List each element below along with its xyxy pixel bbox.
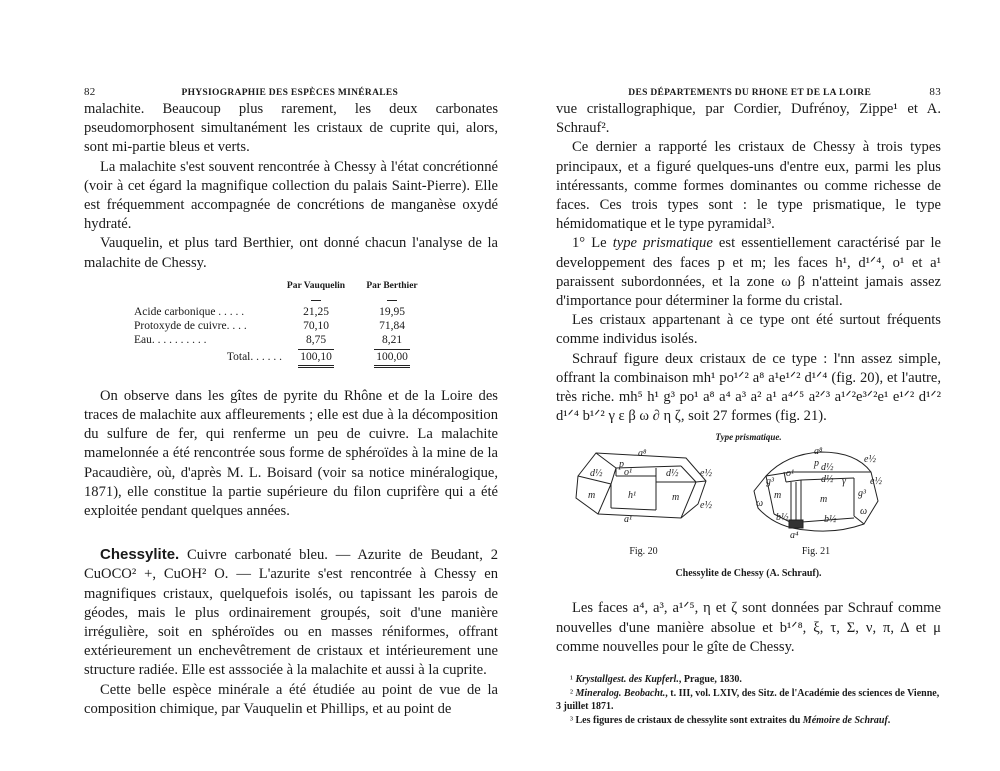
crystal-drawing-fig21 xyxy=(746,446,886,546)
table-row xyxy=(134,319,426,333)
table-row xyxy=(134,333,426,347)
footnotes xyxy=(556,673,941,727)
figure-caption: Fig. 20 xyxy=(629,546,658,558)
face-label: d½ xyxy=(590,468,603,480)
figure-20 xyxy=(566,446,721,557)
dash-rule xyxy=(311,300,321,301)
figure-caption: Fig. 21 xyxy=(801,546,831,558)
column-header: Par Berthier xyxy=(366,280,418,291)
face-label: e½ xyxy=(700,500,712,512)
figure-plate xyxy=(556,446,941,566)
entry-term: Chessylite. xyxy=(100,546,180,564)
paragraph: Les faces a⁴, a³, a¹ᐟ⁵, η et ζ sont données par Schrauf comme nouvelles d'une manière absolue et b¹ᐟ⁸, ξ, τ, Σ, ν, π, Δ et μ comme nouvelles pour le gîte de Chessy. xyxy=(556,600,941,655)
running-head-title: PHYSIOGRAPHIE DES ESPÈCES MINÉRALES xyxy=(181,88,399,98)
left-page xyxy=(84,86,498,719)
footnote: ² Mineralog. Beobacht., t. III, vol. LXIV, des Sitz. de l'Académie des sciences de Vienne, 3 juillet 1871. xyxy=(556,687,940,713)
paragraph: Schrauf figure deux cristaux de ce type : l'nn assez simple, offrant la combinaison mh¹ po¹ᐟ² a⁸ a¹e¹ᐟ² d¹ᐟ⁴ (fig. 20), et l'autre, très riche. mh⁵ h¹ g³ po¹ a⁸ a⁴ a³ a² a¹ a⁴ᐟ⁵ a²ᐟ³ a¹ᐟ²e³ᐟ²e¹ e¹ᐟ² d¹ᐟ² d¹ᐟ⁴ b¹ᐟ² γ ε β ω ∂ η ζ, soit 27 formes (fig. 21). xyxy=(556,350,941,425)
total-value: 100,00 xyxy=(374,349,410,368)
face-label: a⁴ xyxy=(790,530,799,542)
cell-value: 19,95 xyxy=(379,305,405,318)
paragraph: malachite. Beaucoup plus rarement, les deux carbonates pseudomorphosent simultanément les cristaux de cuprite qui, alors, sont mi-partie bleus et verts. xyxy=(84,101,498,156)
face-label: o¹ xyxy=(624,467,632,479)
face-label: d½ xyxy=(821,462,834,474)
face-label: d½ xyxy=(666,468,679,480)
face-label: b½ xyxy=(824,514,837,526)
total-value: 100,10 xyxy=(298,349,334,368)
face-label: m xyxy=(672,492,680,504)
face-label: g³ xyxy=(766,476,774,488)
table-total-row xyxy=(134,347,426,367)
page-number: 83 xyxy=(929,86,941,98)
cell-value: 21,25 xyxy=(303,305,329,318)
running-head-title: DES DÉPARTEMENTS DU RHONE ET DE LA LOIRE xyxy=(628,88,872,98)
paragraph: Les cristaux appartenant à ce type ont été surtout fréquents comme individus isolés. xyxy=(556,312,941,348)
face-label: o¹ xyxy=(786,468,794,480)
plate-caption: Chessylite de Chessy (A. Schrauf). xyxy=(675,568,822,580)
entry-text: Cuivre carbonaté bleu. — Azurite de Beudant, 2 CuOCO² +, CuOH² O. — L'azurite s'est rencontrée à Chessy en magnifiques cristaux, quelquefois isolés, ou tapissant les parois de géodes, mais le plus ordinairement groupés, soit d'une manière irrégulière, soit en sphéroïdes ou en masses réniformes, offrant extérieurement un enchevêtrement de cristaux et intérieurement une structure radiée. Elle est asssociée à la malachite et aussi à la cuprite. xyxy=(84,547,498,679)
column-header: Par Vauquelin xyxy=(286,280,346,291)
analysis-table xyxy=(134,281,498,367)
footnote: ³ Les figures de cristaux de chessylite sont extraites du Mémoire de Schrauf. xyxy=(570,714,891,726)
row-label: Total. . . . . . xyxy=(226,350,282,363)
face-label: e½ xyxy=(700,468,712,480)
face-label: g³ xyxy=(858,488,866,500)
face-label: m xyxy=(588,490,596,502)
right-running-head xyxy=(556,86,941,100)
face-label: e½ xyxy=(870,476,882,488)
face-label: a⁸ xyxy=(814,446,823,458)
face-label: d½ xyxy=(821,474,834,486)
paragraph xyxy=(556,234,941,311)
paragraph: On observe dans les gîtes de pyrite du Rhône et de la Loire des traces de malachite aux affleurements ; elle est due à la décomposition du sulfure de fer, qui renferme un peu de cuivre. La malachite mamelonnée a été rencontrée sous forme de sphéroïdes à la mine de la Pacaudière, où, d'après M. L. Boisard (voir sa notice minéralogique, 1871), elle constitue la partie supérieure du filon cuprifère qui a été exploitée pendant quelques années. xyxy=(84,387,498,520)
paragraph: Ce dernier a rapporté les cristaux de Chessy à trois types principaux, et a figuré quelques-uns d'entre eux, parmi les plus intéressants, comme formes dominantes ou comme richesse de faces. Ces trois types sont : le type prismatique, le type hémidomatique et le type pyramidal³. xyxy=(556,139,941,233)
left-running-head xyxy=(84,86,498,100)
face-label: m xyxy=(774,490,782,502)
face-label: p xyxy=(814,458,819,470)
figure-21 xyxy=(746,446,886,557)
row-label: Acide carbonique . . . . . xyxy=(134,305,245,318)
row-label: Eau. . . . . . . . . . xyxy=(134,333,207,346)
face-label: a¹ xyxy=(624,514,632,526)
chessylite-paragraph xyxy=(84,545,498,680)
face-label: e½ xyxy=(864,454,876,466)
face-label: p xyxy=(619,459,624,471)
paragraph: La malachite s'est souvent rencontrée à Chessy à l'état concrétionné (voir à cet égard la magnifique collection du palais Saint-Pierre). Elle est fréquemment accompagnée de concrétions de manganèse oxydé hydraté. xyxy=(84,158,498,233)
crystal-drawing-fig20 xyxy=(566,446,721,546)
face-label: m xyxy=(820,494,828,506)
footnote: ¹ Krystallgest. des Kupferl., Prague, 1830. xyxy=(570,674,742,686)
face-label: ω xyxy=(860,506,868,518)
text-span: est essentiellement caractérisé par le developpement des faces p et m; les faces h¹, d¹ᐟ⁴, o¹ et a¹ paraissent subordonnées, et la zone ω β n'atteint jamais assez d'importance pour déterminer la forme du cristal. xyxy=(556,235,941,310)
face-label: h¹ xyxy=(628,490,636,502)
face-label: b½ xyxy=(776,512,789,524)
figure-title: Type prismatique. xyxy=(715,432,782,443)
page-number: 82 xyxy=(84,86,96,98)
paragraph: vue cristallographique, par Cordier, Dufrénoy, Zippe¹ et A. Schrauf². xyxy=(556,101,941,137)
face-label: ω xyxy=(756,498,764,510)
face-label: a⁸ xyxy=(638,448,647,460)
cell-value: 8,21 xyxy=(381,333,403,346)
text-span: 1° Le xyxy=(572,235,613,252)
cell-value: 71,84 xyxy=(379,319,405,332)
dash-rule xyxy=(387,300,397,301)
table-row xyxy=(134,305,426,319)
italic-term: type prismatique xyxy=(612,235,713,252)
face-label: γ xyxy=(842,476,846,488)
paragraph: Cette belle espèce minérale a été étudiée au point de vue de la composition chimique, par Vauquelin et Phillips, et au point de xyxy=(84,681,498,717)
right-page xyxy=(556,86,941,727)
row-label: Protoxyde de cuivre. . . . xyxy=(134,319,247,332)
cell-value: 70,10 xyxy=(303,319,329,332)
cell-value: 8,75 xyxy=(305,333,327,346)
paragraph: Vauquelin, et plus tard Berthier, ont donné chacun l'analyse de la malachite de Chessy. xyxy=(84,235,498,271)
